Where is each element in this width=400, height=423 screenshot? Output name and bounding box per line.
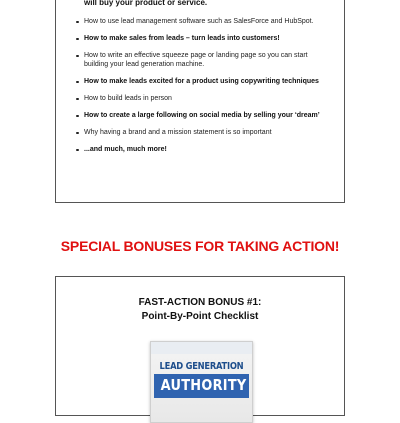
feature-list-item: How to make sales from leads – turn leads into customers! [76,34,332,43]
feature-list-item: How to create a large following on social media by selling your ‘dream’ [76,111,332,120]
feature-list-item: ...and much, much more! [76,145,332,154]
feature-top-line: will buy your product or service. [84,0,208,7]
bonus-box [55,276,345,416]
feature-list-item: Why having a brand and a mission statement is so important [76,128,332,137]
bonus-section-heading: SPECIAL BONUSES FOR TAKING ACTION! [60,238,340,254]
feature-list-item: How to make leads excited for a product using copywriting techniques [76,77,332,86]
feature-list-box [55,0,345,203]
book-cover-image [150,341,253,423]
book-cover-title-line1: LEAD GENERATION [159,361,244,372]
book-cover-title-line2: AUTHORITY [160,376,247,394]
feature-list-item: How to write an effective squeeze page or landing page so you can start building your lead generation machine. [76,51,332,69]
book-cover-top-strip [151,342,252,354]
bonus-title: FAST-ACTION BONUS #1: [138,297,262,308]
feature-list [76,17,332,162]
feature-list-item: How to build leads in person [76,94,332,103]
book-cover-band [154,374,249,398]
bonus-subtitle: Point-By-Point Checklist [141,311,259,322]
feature-list-item: How to use lead management software such as SalesForce and HubSpot. [76,17,332,26]
